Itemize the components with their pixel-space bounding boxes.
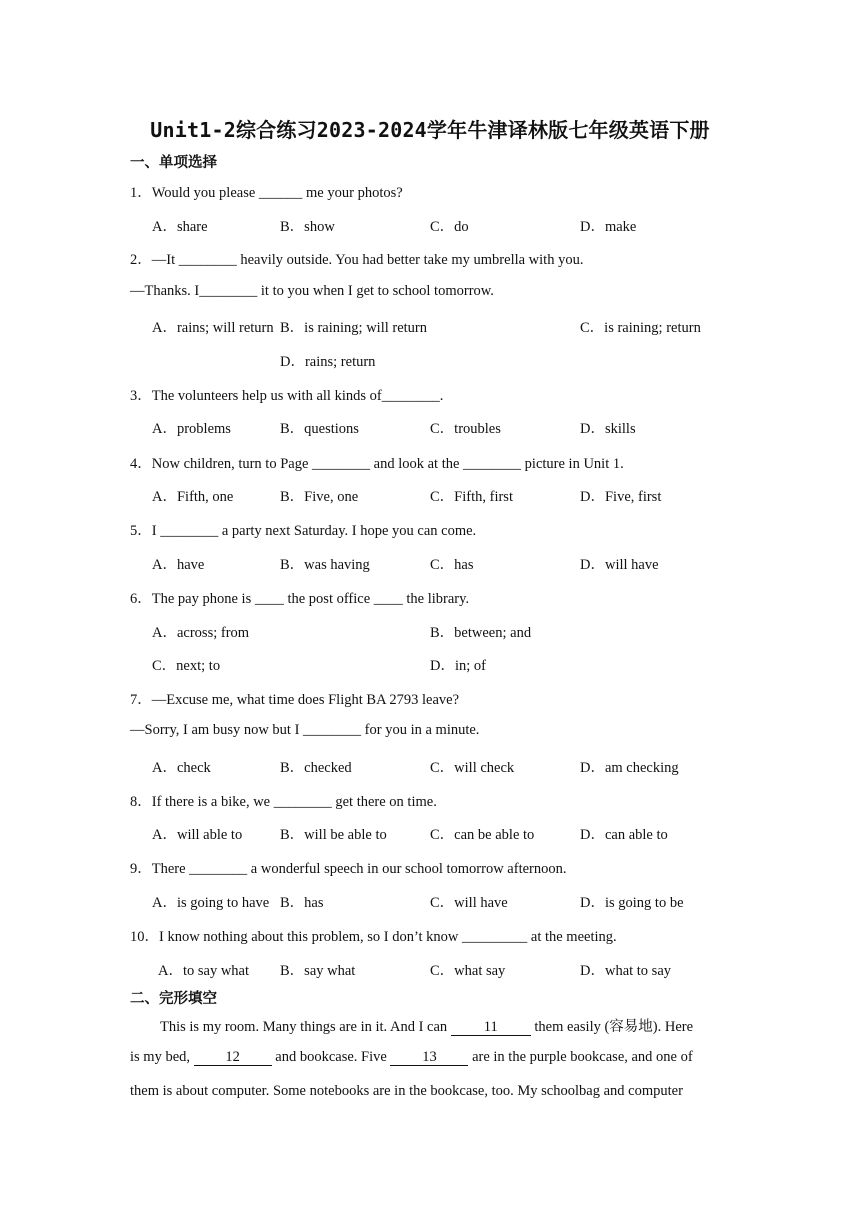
cloze-blank-13: 13 bbox=[390, 1050, 468, 1066]
cloze-blank-12: 12 bbox=[194, 1050, 272, 1066]
question-10-option-d: D．what to say bbox=[580, 963, 672, 979]
question-1-stem: 1．Would you please ______ me your photos? bbox=[130, 185, 403, 201]
question-8-option-b: B．will be able to bbox=[280, 827, 387, 843]
question-9-option-d: D．is going to be bbox=[580, 895, 684, 911]
question-7-option-b: B．checked bbox=[280, 760, 352, 776]
question-8-option-c: C．can be able to bbox=[430, 827, 535, 843]
question-7-stem: 7．—Excuse me, what time does Flight BA 2793 leave? bbox=[130, 692, 460, 708]
question-3-option-a: A．problems bbox=[152, 421, 231, 437]
cloze-line-3: them is about computer. Some notebooks are in the bookcase, too. My schoolbag and computer bbox=[130, 1083, 683, 1099]
question-8-option-d: D．can able to bbox=[580, 827, 668, 843]
question-4-option-b: B．Five, one bbox=[280, 489, 359, 505]
cloze-line-2 bbox=[130, 1049, 732, 1066]
question-2-stem-reply: —Thanks. I________ it to you when I get to school tomorrow. bbox=[130, 283, 494, 299]
question-3-option-c: C．troubles bbox=[430, 421, 501, 437]
question-2-stem: 2．—It ________ heavily outside. You had better take my umbrella with you. bbox=[130, 252, 584, 268]
cloze-text: is my bed, bbox=[130, 1049, 194, 1065]
question-7-option-c: C．will check bbox=[430, 760, 515, 776]
question-10-option-c: C．what say bbox=[430, 963, 506, 979]
question-6-option-b: B．between; and bbox=[430, 625, 532, 641]
cloze-text: This is my room. Many things are in it. And I can bbox=[160, 1019, 451, 1035]
section-heading-single-choice: 一、单项选择 bbox=[130, 155, 217, 171]
question-10-option-a: A．to say what bbox=[158, 963, 250, 979]
question-2-option-d: D．rains; return bbox=[280, 354, 376, 370]
question-10-option-b: B．say what bbox=[280, 963, 356, 979]
cloze-blank-11: 11 bbox=[451, 1020, 531, 1036]
question-4-option-a: A．Fifth, one bbox=[152, 489, 234, 505]
question-1-option-c: C．do bbox=[430, 219, 469, 235]
question-9-option-b: B．has bbox=[280, 895, 324, 911]
cloze-text: and bookcase. Five bbox=[271, 1049, 391, 1065]
question-3-option-d: D．skills bbox=[580, 421, 636, 437]
cloze-text: them easily (容易地). Here bbox=[530, 1019, 694, 1035]
question-8-option-a: A．will able to bbox=[152, 827, 243, 843]
question-5-option-c: C．has bbox=[430, 557, 474, 573]
question-1-option-d: D．make bbox=[580, 219, 637, 235]
question-4-option-d: D．Five, first bbox=[580, 489, 662, 505]
page-title: Unit1-2综合练习2023-2024学年牛津译林版七年级英语下册 bbox=[150, 118, 710, 142]
question-5-option-b: B．was having bbox=[280, 557, 370, 573]
question-3-option-b: B．questions bbox=[280, 421, 359, 437]
question-5-option-d: D．will have bbox=[580, 557, 659, 573]
section-heading-cloze: 二、完形填空 bbox=[130, 991, 217, 1007]
question-6-option-d: D．in; of bbox=[430, 658, 486, 674]
question-2-option-c: C．is raining; return bbox=[580, 320, 701, 336]
question-5-option-a: A．have bbox=[152, 557, 205, 573]
question-8-stem: 8．If there is a bike, we ________ get there on time. bbox=[130, 794, 437, 810]
question-6-stem: 6．The pay phone is ____ the post office ____ the library. bbox=[130, 591, 470, 607]
cloze-text: are in the purple bookcase, and one of bbox=[468, 1049, 693, 1065]
question-9-option-c: C．will have bbox=[430, 895, 508, 911]
question-2-option-b: B．is raining; will return bbox=[280, 320, 427, 336]
question-7-option-d: D．am checking bbox=[580, 760, 679, 776]
question-4-option-c: C．Fifth, first bbox=[430, 489, 513, 505]
question-7-option-a: A．check bbox=[152, 760, 211, 776]
question-1-option-a: A．share bbox=[152, 219, 208, 235]
question-4-stem: 4．Now children, turn to Page ________ and look at the ________ picture in Unit 1. bbox=[130, 456, 624, 472]
question-9-stem: 9．There ________ a wonderful speech in our school tomorrow afternoon. bbox=[130, 861, 567, 877]
question-9-option-a: A．is going to have bbox=[152, 895, 270, 911]
question-2-option-a: A．rains; will return bbox=[152, 320, 274, 336]
question-6-option-c: C．next; to bbox=[152, 658, 221, 674]
question-1-option-b: B．show bbox=[280, 219, 335, 235]
question-3-stem: 3．The volunteers help us with all kinds of________. bbox=[130, 388, 444, 404]
question-7-stem-reply: —Sorry, I am busy now but I ________ for you in a minute. bbox=[130, 722, 480, 738]
cloze-line-1 bbox=[160, 1015, 732, 1036]
question-10-stem: 10．I know nothing about this problem, so I don’t know _________ at the meeting. bbox=[130, 929, 617, 945]
question-5-stem: 5．I ________ a party next Saturday. I hope you can come. bbox=[130, 523, 477, 539]
question-6-option-a: A．across; from bbox=[152, 625, 250, 641]
